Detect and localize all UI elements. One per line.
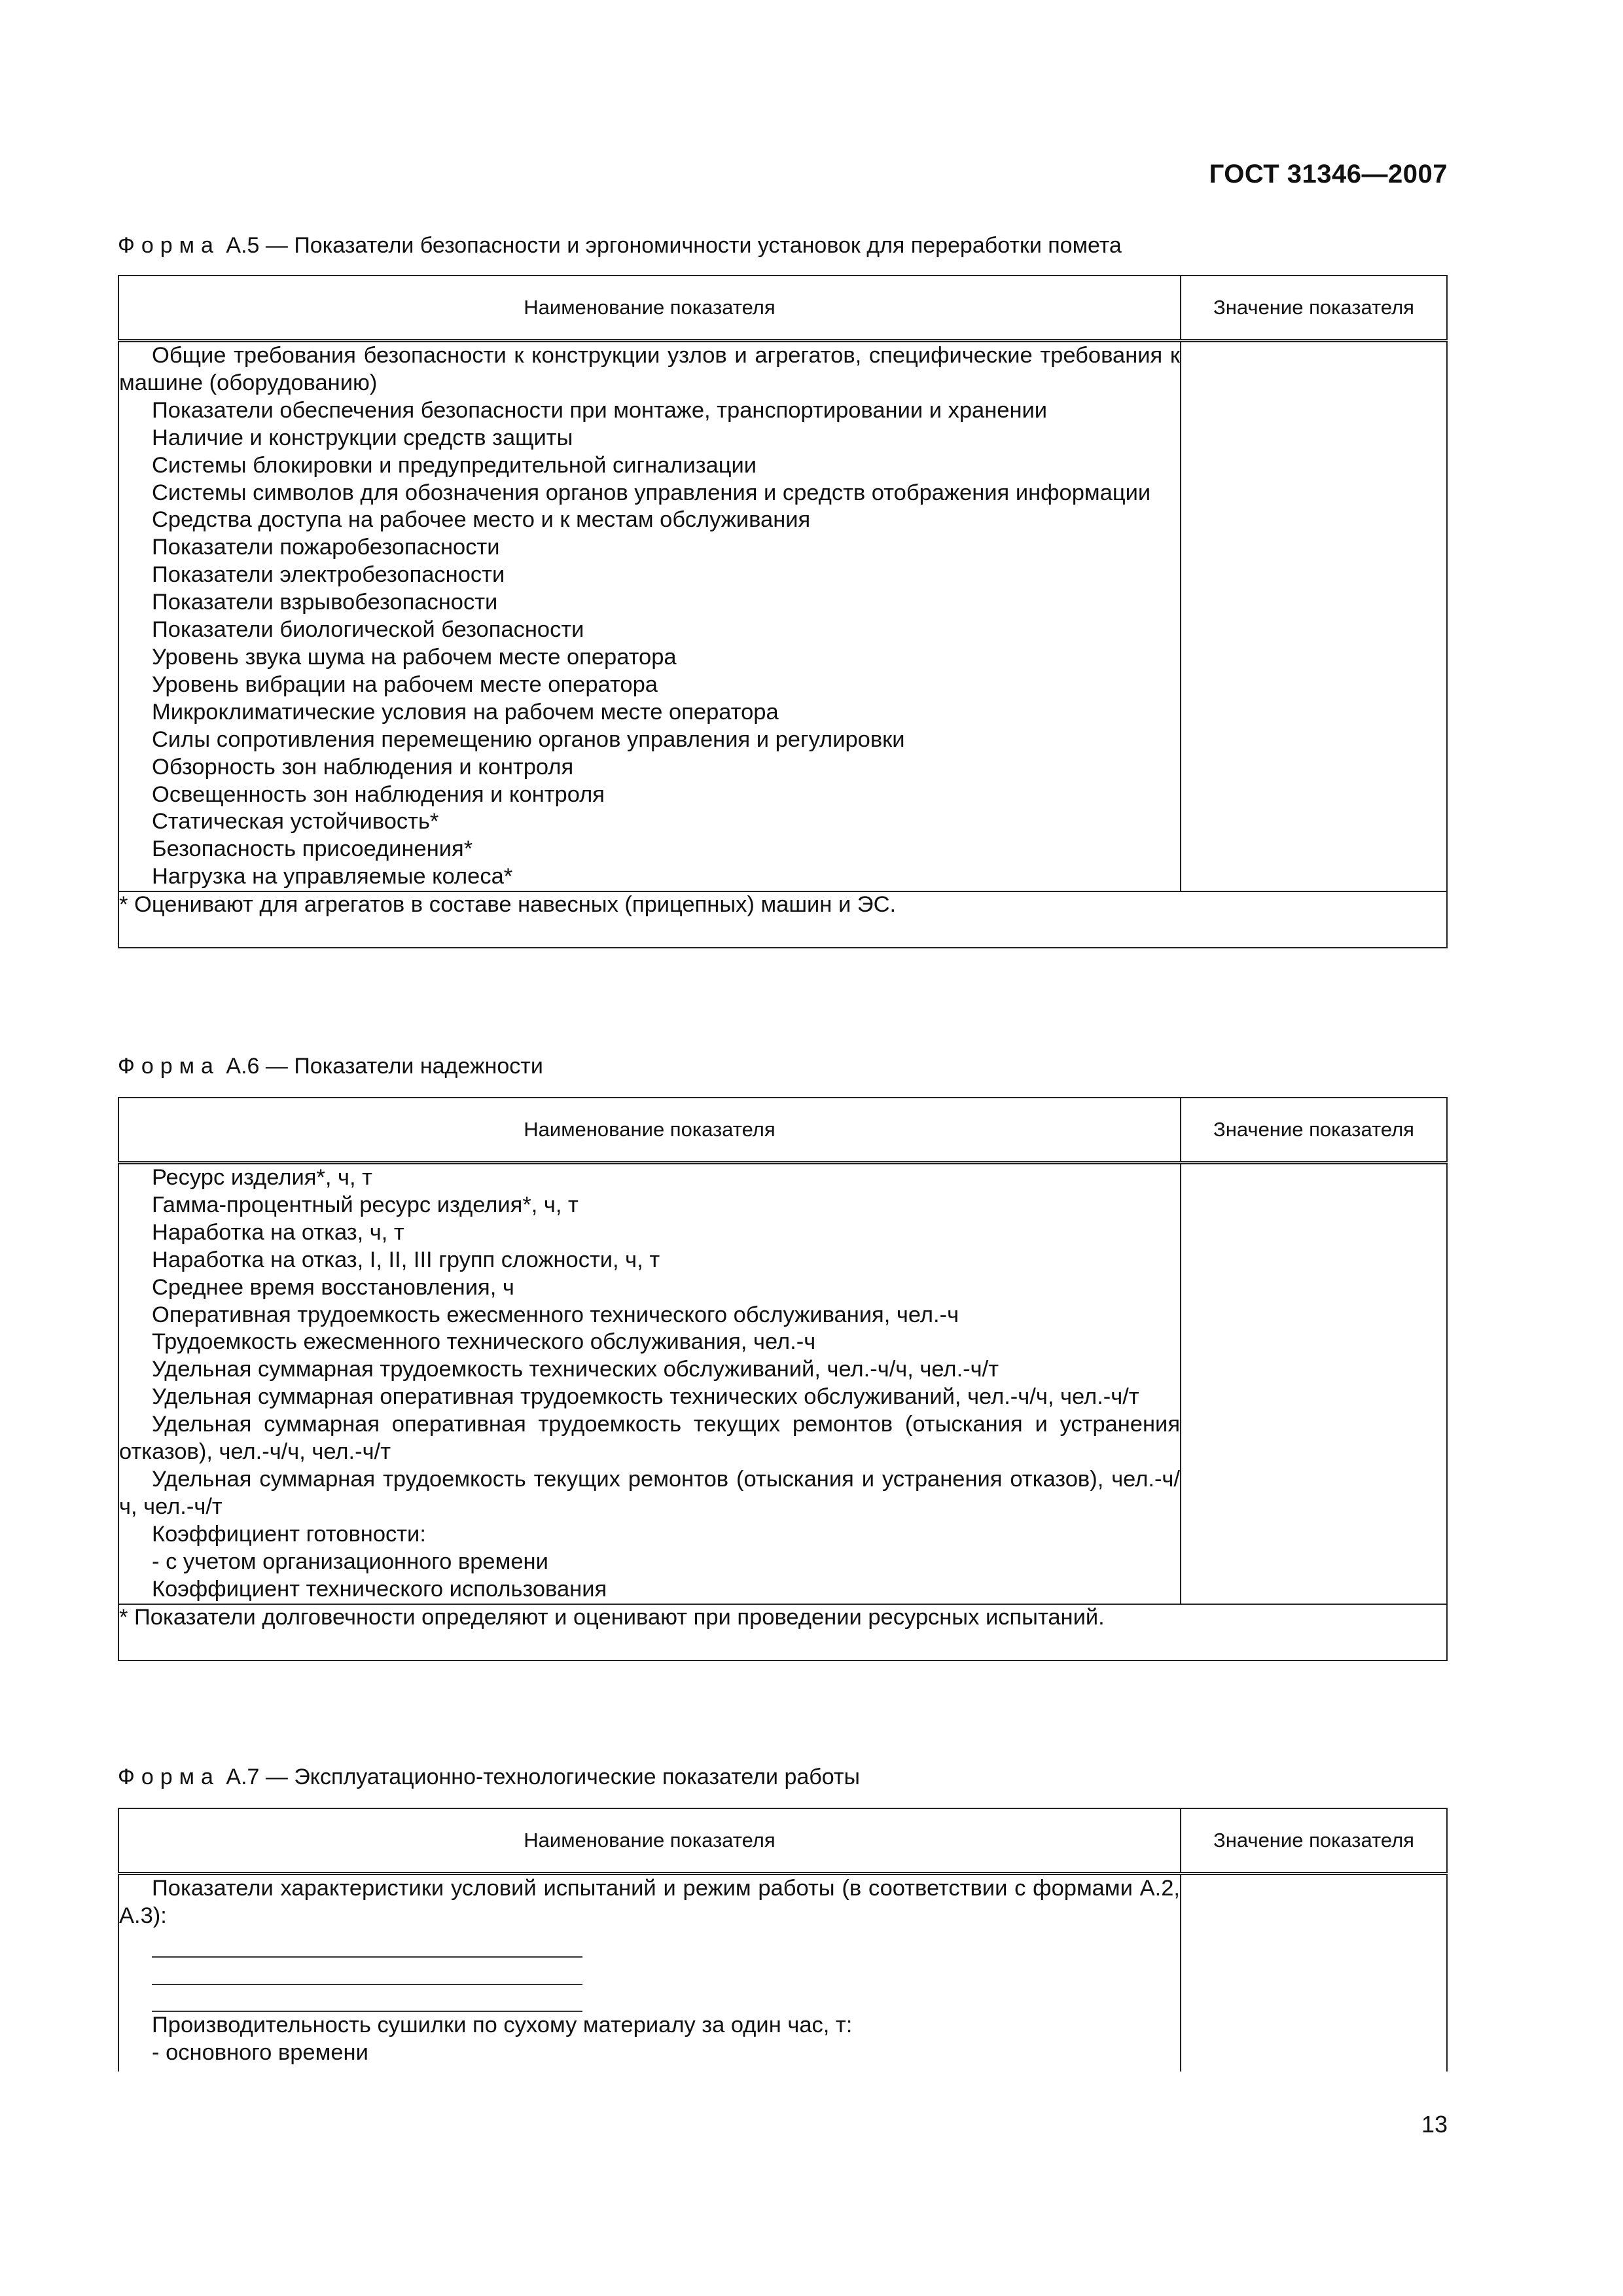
list-item: Статическая устойчивость*	[152, 809, 439, 834]
list-item: Удельная суммарная оперативная трудоемкость технических обслуживаний, чел.-ч/ч, чел.-ч/т	[152, 1384, 1139, 1410]
table-body-row	[118, 1163, 1447, 1604]
list-item: Коэффициент готовности:	[152, 1521, 426, 1547]
column-header-name: Наименование показателя	[118, 276, 1181, 341]
blank-fill-line[interactable]	[152, 1985, 582, 2013]
form-a6-title	[118, 1054, 543, 1079]
list-item: Уровень вибрации на рабочем месте оператора	[152, 672, 658, 697]
table-footnote: * Показатели долговечности определяют и оценивают при проведении ресурсных испытаний.	[118, 1604, 1447, 1660]
blank-fill-line[interactable]	[152, 1958, 582, 1985]
form-label: Форма	[118, 1765, 220, 1789]
list-item: Силы сопротивления перемещению органов управления и регулировки	[152, 726, 905, 752]
list-item: Показатели обеспечения безопасности при монтаже, транспортировании и хранении	[152, 397, 1048, 423]
list-item: Трудоемкость ежесменного технического обслуживания, чел.-ч	[152, 1329, 816, 1355]
list-item: Безопасность присоединения*	[152, 836, 473, 862]
list-item: - основного времени	[152, 2040, 368, 2066]
form-a5-title-text: А.5 — Показатели безопасности и эргономичности установок для переработки помета	[226, 233, 1122, 258]
list-item: Показатели взрывобезопасности	[152, 590, 498, 615]
list-item: Удельная суммарная трудоемкость текущих ремонтов (отыскания и устранения отказов), чел.-ч/ч, чел.-ч/т	[119, 1466, 1180, 1519]
list-item: Наработка на отказ, I, II, III групп сложности, ч, т	[152, 1247, 660, 1272]
list-item: Удельная суммарная оперативная трудоемкость текущих ремонтов (отыскания и устранения отказов), чел.-ч/ч, чел.-ч/т	[119, 1412, 1180, 1465]
list-item: Освещенность зон наблюдения и контроля	[152, 781, 605, 807]
form-a6-title-text: А.6 — Показатели надежности	[226, 1054, 543, 1079]
table-body-row	[118, 341, 1447, 892]
blank-fill-line[interactable]	[152, 1930, 582, 1958]
list-item: Показатели характеристики условий испытаний и режим работы (в соответствии с формами А.2, А.3):	[119, 1876, 1180, 1928]
indicator-list	[118, 1163, 1181, 1604]
form-a7-title	[118, 1765, 860, 1790]
table-note-row	[118, 891, 1447, 948]
list-item: - с учетом организационного времени	[152, 1549, 548, 1574]
form-a7-table	[118, 1808, 1448, 2072]
table-header-row	[118, 1098, 1447, 1163]
list-item: Системы блокировки и предупредительной сигнализации	[152, 452, 757, 478]
form-a6-table	[118, 1097, 1448, 1661]
column-header-name: Наименование показателя	[118, 1098, 1181, 1163]
document-code: ГОСТ 31346—2007	[1209, 160, 1448, 188]
column-header-value: Значение показателя	[1181, 1808, 1447, 1874]
form-label: Форма	[118, 1054, 220, 1079]
value-cell[interactable]	[1181, 1163, 1447, 1604]
list-item: Наработка на отказ, ч, т	[152, 1219, 404, 1245]
list-item: Удельная суммарная трудоемкость технических обслуживаний, чел.-ч/ч, чел.-ч/т	[152, 1357, 999, 1382]
form-a7-title-text: А.7 — Эксплуатационно-технологические показатели работы	[226, 1765, 860, 1789]
form-label: Форма	[118, 233, 220, 258]
table-header-row	[118, 276, 1447, 341]
column-header-value: Значение показателя	[1181, 1098, 1447, 1163]
indicator-list	[118, 341, 1181, 892]
list-item: Наличие и конструкции средств защиты	[152, 425, 573, 450]
list-item: Среднее время восстановления, ч	[152, 1274, 514, 1300]
list-item: Средства доступа на рабочее место и к местам обслуживания	[152, 507, 811, 533]
table-header-row	[118, 1808, 1447, 1874]
list-item: Показатели биологической безопасности	[152, 617, 584, 643]
column-header-value: Значение показателя	[1181, 276, 1447, 341]
form-a5-title	[118, 233, 1122, 259]
table-body-row	[118, 1874, 1447, 2072]
list-item: Показатели электробезопасности	[152, 562, 505, 588]
form-a5-table	[118, 275, 1448, 948]
page-number: 13	[1421, 2111, 1448, 2138]
list-item: Нагрузка на управляемые колеса*	[152, 864, 513, 889]
list-item: Обзорность зон наблюдения и контроля	[152, 754, 574, 780]
list-item: Микроклиматические условия на рабочем месте оператора	[152, 699, 779, 725]
value-cell[interactable]	[1181, 341, 1447, 892]
list-item: Ресурс изделия*, ч, т	[152, 1165, 372, 1190]
indicator-list	[118, 1874, 1181, 2072]
list-item: Гамма-процентный ресурс изделия*, ч, т	[152, 1192, 579, 1217]
column-header-name: Наименование показателя	[118, 1808, 1181, 1874]
list-item: Производительность сушилки по сухому материалу за один час, т:	[152, 2013, 853, 2038]
list-item: Оперативная трудоемкость ежесменного технического обслуживания, чел.-ч	[152, 1302, 959, 1327]
value-cell[interactable]	[1181, 1874, 1447, 2072]
table-note-row	[118, 1604, 1447, 1660]
list-item: Показатели пожаробезопасности	[152, 535, 500, 560]
list-item: Общие требования безопасности к конструкции узлов и агрегатов, специфические требования к машине (оборудованию)	[119, 343, 1180, 395]
list-item: Коэффициент технического использования	[152, 1576, 607, 1602]
table-footnote: * Оценивают для агрегатов в составе навесных (прицепных) машин и ЭС.	[118, 891, 1447, 948]
list-item: Уровень звука шума на рабочем месте оператора	[152, 644, 677, 670]
list-item: Системы символов для обозначения органов управления и средств отображения информации	[152, 480, 1151, 505]
